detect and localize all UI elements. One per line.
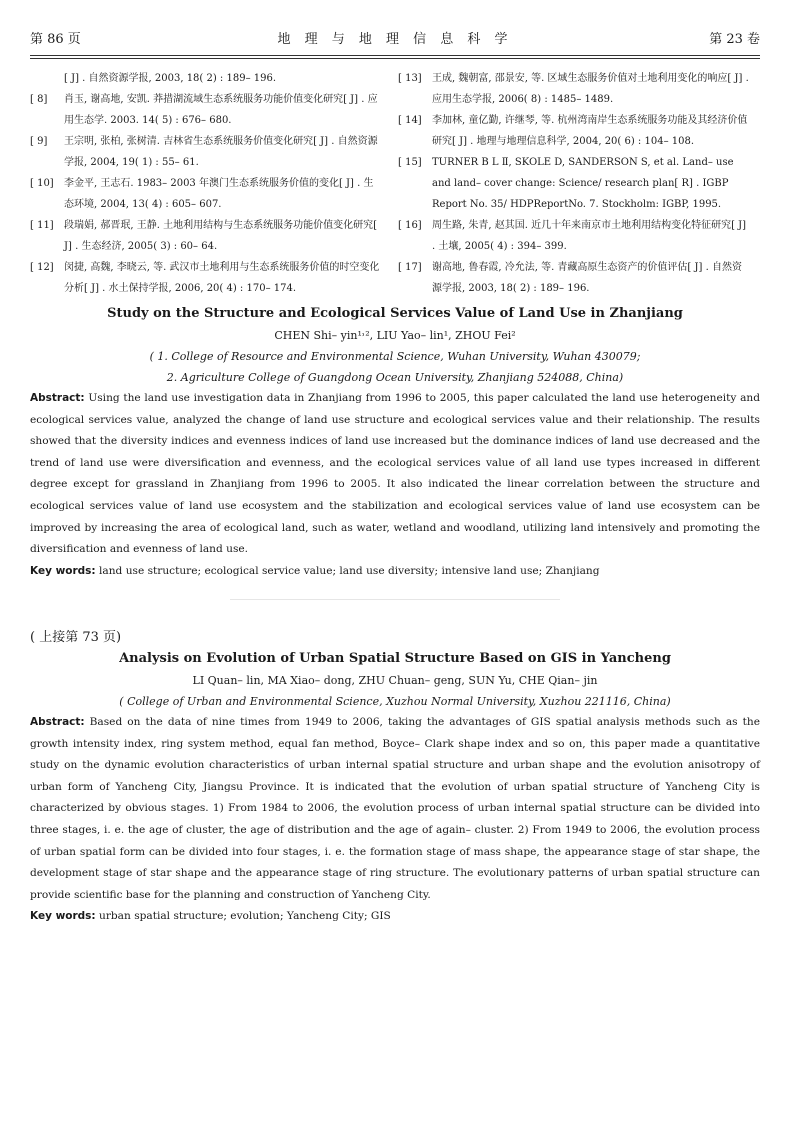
article-affiliation: 2. Agriculture College of Guangdong Ocean University, Zhanjiang 524088, China) xyxy=(166,371,624,384)
reference-text: 肖玉, 谢高地, 安凯. 莽措湖流域生态系统服务功能价值变化研究[ J] . 应用生态学. 2003. 14( 5) : 676– 680. xyxy=(64,94,378,126)
reference-number: [ 12] xyxy=(30,262,54,273)
reference-number: [ 15] xyxy=(398,157,422,168)
references-right-column xyxy=(398,68,750,299)
reference-text: 谢高地, 鲁春霞, 冷允法, 等. 青藏高原生态资产的价值评估[ J] . 自然资源学报, 2003, 18( 2) : 189– 196. xyxy=(432,262,742,294)
article-affiliation: ( 1. College of Resource and Environmental Science, Wuhan University, Wuhan 430079; xyxy=(149,350,641,363)
keywords-line xyxy=(30,906,760,927)
abstract-paragraph xyxy=(30,712,760,906)
reference-text: 李金平, 王志石. 1983– 2003 年澳门生态系统服务价值的变化[ J] . 生态环境, 2004, 13( 4) : 605– 607. xyxy=(64,178,374,210)
article-title: Study on the Structure and Ecological Services Value of Land Use in Zhanjiang xyxy=(107,306,683,321)
page-number: 第 86 页 xyxy=(30,32,81,47)
reference-item xyxy=(398,110,750,152)
abstract-label: Abstract: xyxy=(30,392,85,404)
english-abstract-yancheng xyxy=(30,628,760,927)
abstract-paragraph xyxy=(30,388,760,561)
volume-number: 第 23 卷 xyxy=(709,32,760,47)
reference-text: 闵捷, 高魏, 李晓云, 等. 武汉市土地利用与生态系统服务价值的时空变化分析[ J] . 水土保持学报, 2006, 20( 4) : 170– 174. xyxy=(64,262,380,294)
abstract-text: Based on the data of nine times from 1949 to 2006, taking the advantages of GIS spatial analysis methods such as the growth intensity index, ring system method, equal fan method, Boyce– Clark shape index and so on, this paper made a quantitative study on the dynamic evolution characteristics of urban internal spatial structure and urban shape and the evolution anisotropy of urban form of Yancheng City, Jiangsu Province. It is indicated that the evolution of urban spatial structure of Yancheng City is characterized by obvious stages. 1) From 1984 to 2006, the evolution process of urban internal spatial structure can be divided into three stages, i. e. the age of cluster, the age of distribution and the age of again– cluster. 2) From 1949 to 2006, the evolution process of urban spatial form can be divided into four stages, i. e. the formation stage of mass shape, the appearance stage of star shape, the development stage of star shape and the appearance stage of ring structure. The evolutionary patterns of urban spatial structure can provide scientific base for the planning and construction of Yancheng City. xyxy=(30,716,760,901)
reference-item xyxy=(30,257,382,299)
article-title: Analysis on Evolution of Urban Spatial Structure Based on GIS in Yancheng xyxy=(119,651,671,666)
header-rule xyxy=(30,55,760,56)
reference-text: [ J] . 自然资源学报, 2003, 18( 2) : 189– 196. xyxy=(64,73,277,84)
reference-item xyxy=(398,68,750,110)
abstract-label: Abstract: xyxy=(30,716,85,728)
keywords-label: Key words: xyxy=(30,564,96,577)
reference-text: 李加林, 童亿勤, 许继琴, 等. 杭州湾南岸生态系统服务功能及其经济价值研究[ J] . 地理与地理信息科学, 2004, 20( 6) : 104– 108. xyxy=(432,115,748,147)
continued-from-note: ( 上接第 73 页) xyxy=(30,630,122,645)
reference-number: [ 17] xyxy=(398,262,422,273)
reference-number: [ 14] xyxy=(398,115,422,126)
reference-text: TURNER B L Ⅱ, SKOLE D, SANDERSON S, et al. Land– use and land– cover change: Science/ research plan[ R] . IGBP Report No. 35/ HDPReportNo. 7. Stockholm: IGBP, 1995. xyxy=(432,157,734,210)
english-abstract-zhanjiang xyxy=(30,305,760,582)
header-rule-thin xyxy=(30,58,760,59)
article-affiliation: ( College of Urban and Environmental Science, Xuzhou Normal University, Xuzhou 221116, China) xyxy=(119,695,671,708)
reference-item xyxy=(30,89,382,131)
reference-text: 周生路, 朱青, 赵其国. 近几十年来南京市土地利用结构变化特征研究[ J] . 土壤, 2005( 4) : 394– 399. xyxy=(432,220,747,252)
reference-number: [ 16] xyxy=(398,220,422,231)
reference-item xyxy=(398,152,750,215)
article-authors: CHEN Shi– yin¹˒², LIU Yao– lin¹, ZHOU Fei² xyxy=(274,329,516,342)
reference-item xyxy=(30,215,382,257)
references-left-column xyxy=(30,68,382,299)
page-header xyxy=(30,28,760,48)
keywords-line xyxy=(30,561,760,582)
reference-number: [ 8] xyxy=(30,94,48,105)
section-divider xyxy=(230,599,560,600)
reference-item xyxy=(398,215,750,257)
article-authors: LI Quan– lin, MA Xiao– dong, ZHU Chuan– geng, SUN Yu, CHE Qian– jin xyxy=(192,674,598,687)
reference-item xyxy=(30,173,382,215)
keywords-label: Key words: xyxy=(30,910,96,923)
reference-item xyxy=(30,68,382,89)
reference-text: 段瑞娟, 郝晋珉, 王静. 土地利用结构与生态系统服务功能价值变化研究[ J] . 生态经济, 2005( 3) : 60– 64. xyxy=(64,220,377,252)
reference-text: 王成, 魏朝富, 邵景安, 等. 区域生态服务价值对土地利用变化的响应[ J] . 应用生态学报, 2006( 8) : 1485– 1489. xyxy=(432,73,749,105)
reference-number: [ 13] xyxy=(398,73,422,84)
reference-number: [ 11] xyxy=(30,220,54,231)
reference-item xyxy=(30,131,382,173)
reference-number: [ 9] xyxy=(30,136,48,147)
journal-title: 地 理 与 地 理 信 息 科 学 xyxy=(277,32,513,47)
reference-text: 王宗明, 张柏, 张树清. 吉林省生态系统服务价值变化研究[ J] . 自然资源学报, 2004, 19( 1) : 55– 61. xyxy=(64,136,378,168)
reference-number: [ 10] xyxy=(30,178,54,189)
reference-item xyxy=(398,257,750,299)
keywords-text: land use structure; ecological service value; land use diversity; intensive land use; Zhanjiang xyxy=(99,564,600,577)
abstract-text: Using the land use investigation data in Zhanjiang from 1996 to 2005, this paper calculated the land use heterogeneity and ecological services value, analyzed the change of land use structure and ecological services value and their relationship. The results showed that the diversity indices and evenness indices of land use increased but the dominance indices of land use decreased and the trend of land use were diversification and evenness, and the ecological services value of all land use types increased in different degree except for grassland in Zhanjiang from 1996 to 2005. It also indicated the linear correlation between the structure and ecological services value of land use ecosystem and the stabilization and ecological services value of land use ecosystem can be improved by increasing the area of ecological land, such as water, wetland and woodland, utilizing land intensively and promoting the diversification and evenness of land use. xyxy=(30,392,760,556)
keywords-text: urban spatial structure; evolution; Yancheng City; GIS xyxy=(99,910,391,923)
